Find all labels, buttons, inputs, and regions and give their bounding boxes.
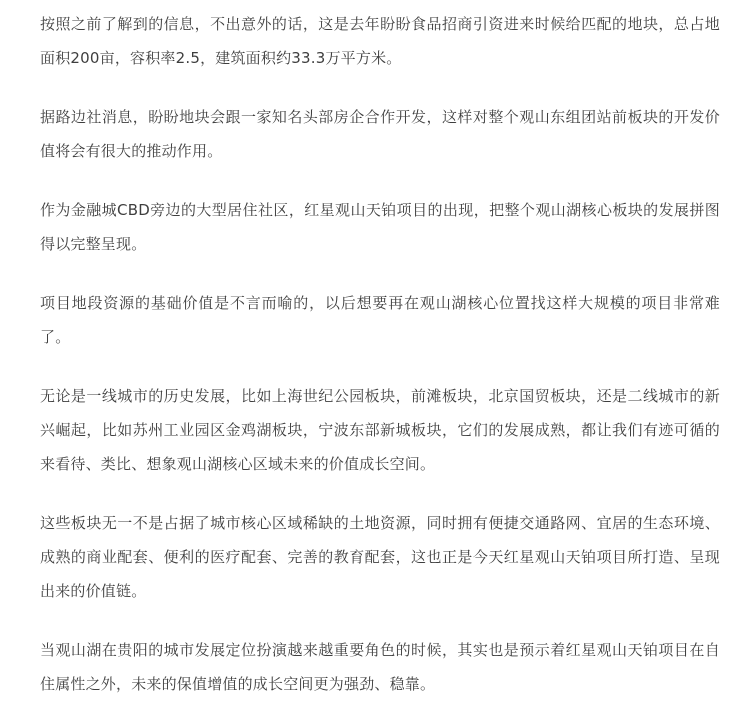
paragraph-cooperation-news: 据路边社消息，盼盼地块会跟一家知名头部房企合作开发，这样对整个观山东组团站前板块的开发价值将会有很大的推动作用。 xyxy=(40,108,720,160)
paragraph-value-chain: 这些板块无一不是占据了城市核心区域稀缺的土地资源，同时拥有便捷交通路网、宜居的生态环境、成熟的商业配套、便利的医疗配套、完善的教育配套，这也正是今天红星观山天铂项目所打造、呈现出来的价值链。 xyxy=(40,514,720,600)
paragraph-land-info: 按照之前了解到的信息，不出意外的话，这是去年盼盼食品招商引资进来时候给匹配的地块，总占地面积200亩，容积率2.5，建筑面积约33.3万平方米。 xyxy=(40,15,720,67)
paragraph-location-value: 项目地段资源的基础价值是不言而喻的，以后想要再在观山湖核心位置找这样大规模的项目非常难了。 xyxy=(40,294,720,346)
paragraph-city-comparison: 无论是一线城市的历史发展，比如上海世纪公园板块，前滩板块，北京国贸板块，还是二线城市的新兴崛起，比如苏州工业园区金鸡湖板块，宁波东部新城板块，它们的发展成熟，都让我们有迹可循的来看待、类比、想象观山湖核心区域未来的价值成长空间。 xyxy=(40,387,720,473)
paragraph-growth-outlook: 当观山湖在贵阳的城市发展定位扮演越来越重要角色的时候，其实也是预示着红星观山天铂项目在自住属性之外，未来的保值增值的成长空间更为强劲、稳靠。 xyxy=(40,641,720,693)
paragraph-residential-community: 作为金融城CBD旁边的大型居住社区，红星观山天铂项目的出现，把整个观山湖核心板块的发展拼图得以完整呈现。 xyxy=(40,201,720,253)
